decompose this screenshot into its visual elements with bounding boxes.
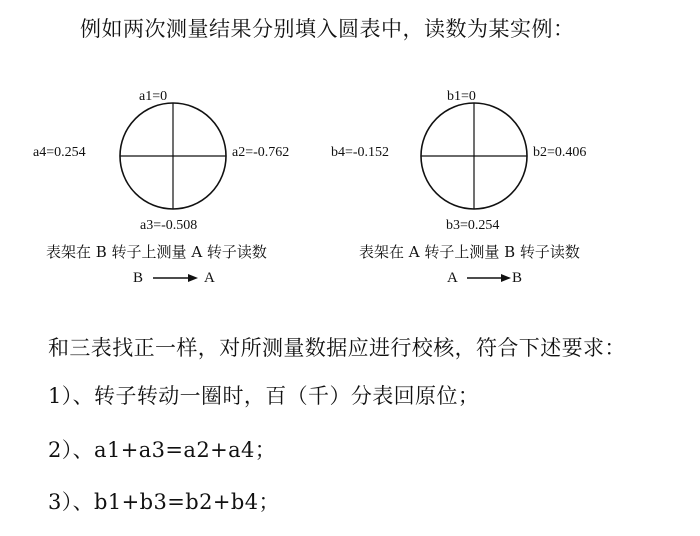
intro-text: 例如两次测量结果分别填入圆表中，读数为某实例： — [80, 17, 575, 41]
dial-b-top-label: b1=0 — [447, 89, 476, 104]
dial-b-bottom-label: b3=0.254 — [446, 218, 500, 233]
dial-a-arrow-to: A — [204, 270, 215, 286]
arrow-b-icon — [467, 274, 511, 282]
dial-b-right-label: b2=0.406 — [533, 145, 587, 160]
arrow-a-icon — [153, 274, 198, 282]
check-intro-text: 和三表找正一样，对所测量数据应进行校核，符合下述要求： — [48, 336, 626, 360]
rule-2: 2）、a1+a3=a2+a4； — [48, 438, 277, 462]
dial-a-top-label: a1=0 — [139, 89, 168, 104]
rule-3: 3）、b1+b3=b2+b4； — [48, 490, 280, 514]
dial-b-arrow-from: A — [447, 270, 458, 286]
dial-b-arrow-to: B — [512, 270, 523, 286]
dial-a-bottom-label: a3=-0.508 — [140, 218, 198, 233]
dial-a-arrow-from: B — [133, 270, 144, 286]
dial-a-right-label: a2=-0.762 — [232, 145, 290, 160]
dial-a-caption: 表架在 B 转子上测量 A 转子读数 — [46, 243, 267, 261]
dial-a-left-label: a4=0.254 — [33, 145, 86, 160]
dial-a-circle — [120, 103, 226, 209]
dial-b-caption: 表架在 A 转子上测量 B 转子读数 — [359, 243, 580, 261]
dial-b-left-label: b4=-0.152 — [331, 145, 390, 160]
dial-b-circle — [421, 103, 527, 209]
rule-1: 1）、转子转动一圈时，百（千）分表回原位； — [48, 384, 480, 408]
